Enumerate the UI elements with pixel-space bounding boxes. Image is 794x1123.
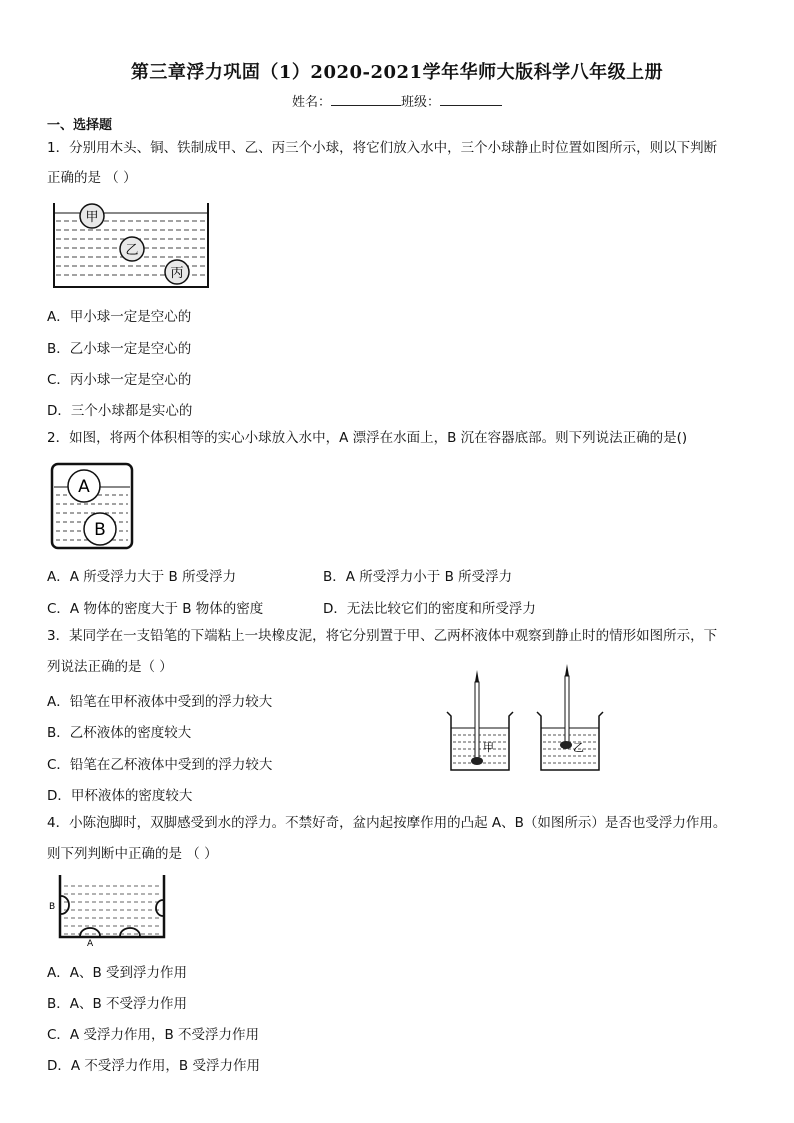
svg-text:乙: 乙 [125,243,139,258]
name-label: 姓名： [291,95,331,110]
q2-option-a[interactable]: A．A 所受浮力大于 B 所受浮力 [47,569,237,585]
q3-option-b[interactable]: B．乙杯液体的密度较大 [47,725,192,741]
bump-a [80,928,100,936]
q3-diagram [443,660,608,776]
q1-stem-line1: 1．分别用木头、铜、铁制成甲、乙、丙三个小球，将它们放入水中，三个小球静止时位置如图所示，则以下判断 [47,140,718,156]
q1-option-a[interactable]: A．甲小球一定是空心的 [47,309,192,325]
ball-bing [165,260,189,284]
q1-diagram [52,199,212,291]
q3-stem-line1: 3．某同学在一支铅笔的下端粘上一块橡皮泥，将它分别置于甲、乙两杯液体中观察到静止时的情形如图所示，下 [47,628,718,644]
q4-option-a[interactable]: A．A、B 受到浮力作用 [47,965,188,981]
q1-option-c[interactable]: C．丙小球一定是空心的 [47,372,192,388]
q4-option-c[interactable]: C．A 受浮力作用，B 不受浮力作用 [47,1027,260,1043]
bump-bottom-right [120,928,140,936]
q2-diagram [50,461,136,551]
bump-b-left [61,896,69,914]
q2-option-b[interactable]: B．A 所受浮力小于 B 所受浮力 [323,569,513,585]
svg-text:甲: 甲 [85,210,99,225]
q4-stem-line2: 则下列判断中正确的是 （ ） [47,846,218,862]
bump-right [156,900,163,916]
q2-option-c[interactable]: C．A 物体的密度大于 B 物体的密度 [47,601,264,617]
ball-a [68,470,100,502]
q4-option-d[interactable]: D．A 不受浮力作用，B 受浮力作用 [47,1058,260,1074]
q2-option-d[interactable]: D．无法比较它们的密度和所受浮力 [323,601,536,617]
q3-option-a[interactable]: A．铅笔在甲杯液体中受到的浮力较大 [47,694,273,710]
svg-text:B: B [94,520,106,540]
q3-stem-line2: 列说法正确的是（ ） [47,659,173,675]
q4-stem-line1: 4．小陈泡脚时，双脚感受到水的浮力。不禁好奇，盆内起按摩作用的凸起 A、B（如图所示）是否也受浮力作用。 [47,815,727,831]
svg-text:乙: 乙 [573,741,584,754]
label-a: A [87,939,94,948]
q4-diagram [46,872,170,948]
cup-jia [447,670,513,770]
page-title: 第三章浮力巩固（1）2020-2021学年华师大版科学八年级上册 [130,62,664,83]
ball-jia [80,204,104,228]
q3-option-d[interactable]: D．甲杯液体的密度较大 [47,788,193,804]
name-blank[interactable] [331,93,401,106]
q1-option-b[interactable]: B．乙小球一定是空心的 [47,341,192,357]
svg-text:丙: 丙 [170,266,184,281]
section-heading: 一、选择题 [47,118,113,133]
name-class-line [0,91,794,110]
svg-text:A: A [78,477,90,497]
q4-option-b[interactable]: B．A、B 不受浮力作用 [47,996,188,1012]
q1-stem-line2: 正确的是 （ ） [47,170,137,186]
class-label: 班级： [401,95,441,110]
ball-b [84,513,116,545]
q2-stem: 2．如图，将两个体积相等的实心小球放入水中，A 漂浮在水面上，B 沉在容器底部。则下列说法正确的是() [47,430,688,446]
q1-option-d[interactable]: D．三个小球都是实心的 [47,403,193,419]
label-b: B [49,902,56,912]
svg-text:甲: 甲 [483,741,494,754]
ball-yi [120,237,144,261]
class-blank[interactable] [440,93,502,106]
q3-option-c[interactable]: C．铅笔在乙杯液体中受到的浮力较大 [47,757,273,773]
cup-yi [537,664,603,770]
